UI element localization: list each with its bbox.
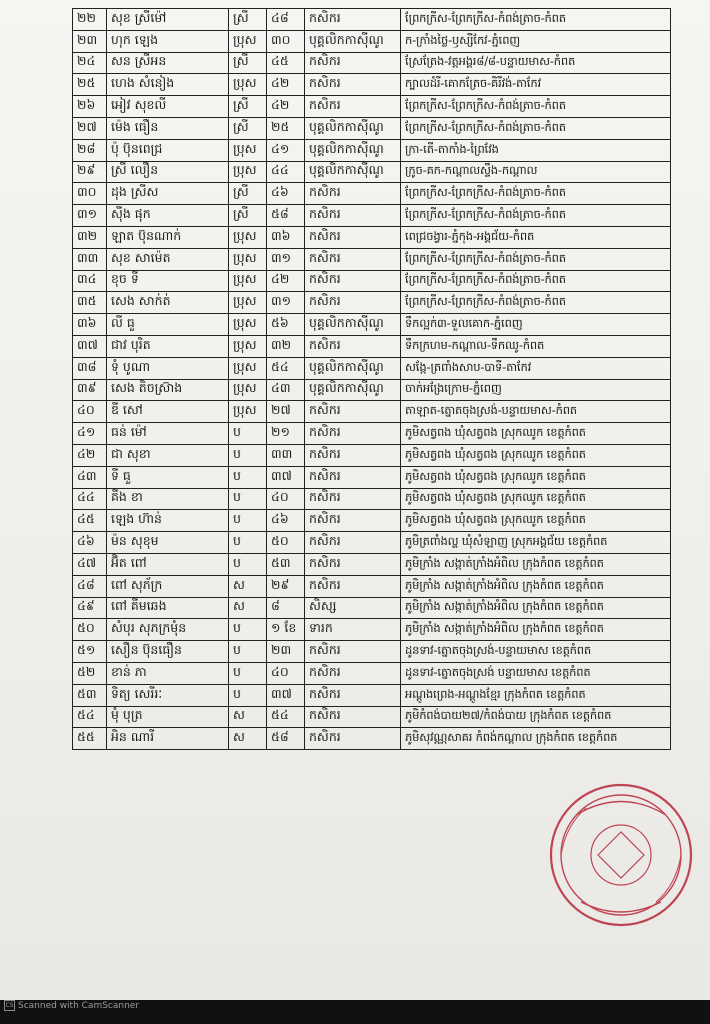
row-number-cell: ៣៤ (73, 270, 107, 292)
row-number-cell: ២៥ (73, 74, 107, 96)
occupation-cell: កសិករ (305, 510, 401, 532)
age-cell: ៣៧ (267, 466, 305, 488)
person-name-cell: សំបុរ សុភក្រមុំន (107, 619, 229, 641)
age-cell: ២៣ (267, 641, 305, 663)
age-cell: ៤៣ (267, 379, 305, 401)
address-cell: ក្រា-តើ-តាកាំង-ព្រៃវែង (401, 139, 671, 161)
address-cell: ភូមិសត្វពង ឃុំសត្វពង ស្រុកឈូក ខេត្តកំពត (401, 510, 671, 532)
occupation-cell: កសិករ (305, 74, 401, 96)
person-name-cell: ទុំ បូណា (107, 357, 229, 379)
table-row (73, 532, 671, 554)
row-number-cell: ៣៥ (73, 292, 107, 314)
age-cell: ៤៥ (267, 52, 305, 74)
table-row (73, 30, 671, 52)
occupation-cell: កសិករ (305, 96, 401, 118)
sex-cell: ប្រុស (229, 379, 267, 401)
row-number-cell: ៣៨ (73, 357, 107, 379)
row-number-cell: ២៣ (73, 30, 107, 52)
occupation-cell: កសិករ (305, 553, 401, 575)
scanner-text: Scanned with CamScanner (18, 1001, 140, 1011)
row-number-cell: ៥១ (73, 641, 107, 663)
age-cell: ៥៦ (267, 314, 305, 336)
occupation-cell: កសិករ (305, 292, 401, 314)
table-row (73, 423, 671, 445)
age-cell: ៥៣ (267, 553, 305, 575)
address-cell: ទឹកល្អក់៣-ទួលគោក-ភ្នំពេញ (401, 314, 671, 336)
age-cell: ៤០ (267, 488, 305, 510)
person-name-cell: អ៊ិត ពៅ (107, 553, 229, 575)
address-cell: ភូមិក្រាំង សង្កាត់ក្រាំងអំពិល ក្រុងកំពត ខេត្តកំពត (401, 553, 671, 575)
sex-cell: ប្រុស (229, 248, 267, 270)
person-name-cell: ជាវ បុរិត (107, 335, 229, 357)
age-cell: ១ ខែ (267, 619, 305, 641)
person-name-cell: ម៉េង ធឿន (107, 117, 229, 139)
sex-cell: ស (229, 575, 267, 597)
person-name-cell: មុំ បុត្រ (107, 706, 229, 728)
table-row (73, 575, 671, 597)
table-row (73, 117, 671, 139)
occupation-cell: បុគ្គលិកកាស៊ីណូ (305, 314, 401, 336)
occupation-cell: បុគ្គលិកកាស៊ីណូ (305, 357, 401, 379)
person-name-cell: សេង តិចស្រ៊ាង (107, 379, 229, 401)
table-row (73, 597, 671, 619)
table-row (73, 292, 671, 314)
address-cell: ក-ក្រាំងថ្លៃ-ឫស្សីកែវ-ភ្នំពេញ (401, 30, 671, 52)
table-row (73, 401, 671, 423)
occupation-cell: កសិករ (305, 684, 401, 706)
sex-cell: ប្រុស (229, 401, 267, 423)
address-cell: ភូមិសត្វពង ឃុំសត្វពង ស្រុកឈូក ខេត្តកំពត (401, 423, 671, 445)
occupation-cell: កសិករ (305, 226, 401, 248)
row-number-cell: ៤៤ (73, 488, 107, 510)
age-cell: ៤០ (267, 662, 305, 684)
sex-cell: ប្រុស (229, 270, 267, 292)
age-cell: ៥៨ (267, 205, 305, 227)
sex-cell: ប (229, 423, 267, 445)
age-cell: ៤២ (267, 270, 305, 292)
table-row (73, 641, 671, 663)
sex-cell: ប (229, 684, 267, 706)
person-name-cell: អៀវ សុខលី (107, 96, 229, 118)
person-name-cell: សេង សាក់ត់ (107, 292, 229, 314)
sex-cell: ស្រី (229, 205, 267, 227)
occupation-cell: កសិករ (305, 444, 401, 466)
table-row (73, 619, 671, 641)
age-cell: ៨ (267, 597, 305, 619)
person-name-cell: ម៉ន សុខុម (107, 532, 229, 554)
age-cell: ៣៣ (267, 444, 305, 466)
sex-cell: ស (229, 728, 267, 750)
address-cell: ស្រែត្រែង-វត្តអង្គរ៨/៨-បន្ទាយមាស-កំពត (401, 52, 671, 74)
age-cell: ៤៦ (267, 510, 305, 532)
row-number-cell: ៣០ (73, 183, 107, 205)
person-name-cell: លី ធួ (107, 314, 229, 336)
occupation-cell: កសិករ (305, 248, 401, 270)
address-cell: តាឡាត-ត្នោតចុងស្រង់-បន្ទាយមាស-កំពត (401, 401, 671, 423)
person-name-cell: ស្រី លឿន (107, 161, 229, 183)
address-cell: ភូមិក្រាំង សង្កាត់ក្រាំងអំពិល ក្រុងកំពត ខេត្តកំពត (401, 575, 671, 597)
table-row (73, 226, 671, 248)
sex-cell: ប្រុស (229, 335, 267, 357)
row-number-cell: ៣២ (73, 226, 107, 248)
row-number-cell: ៥៤ (73, 706, 107, 728)
occupation-cell: បុគ្គលិកកាស៊ីណូ (305, 379, 401, 401)
age-cell: ៤៦ (267, 183, 305, 205)
row-number-cell: ៣៦ (73, 314, 107, 336)
age-cell: ២១ (267, 423, 305, 445)
table-row (73, 357, 671, 379)
address-cell: ព្រែកក្រីស-ព្រែកក្រីស-កំពង់ត្រាច-កំពត (401, 205, 671, 227)
address-cell: ក្បាលដំរី-គោកត្រែច-គិរីវង់-តាកែវ (401, 74, 671, 96)
age-cell: ២៧ (267, 401, 305, 423)
official-seal-stamp (536, 770, 706, 940)
address-cell: ដូនទាវ-ត្នោតចុងស្រង់-បន្ទាយមាស ខេត្តកំពត (401, 641, 671, 663)
address-cell: អណ្ដូងព្រេង-អណ្ដូងខ្មែរ ក្រុងកំពត ខេត្តកំពត (401, 684, 671, 706)
row-number-cell: ២២ (73, 9, 107, 31)
age-cell: ៤៨ (267, 9, 305, 31)
sex-cell: ស្រី (229, 52, 267, 74)
person-name-cell: ពៅ គីមឆេង (107, 597, 229, 619)
row-number-cell: ២៨ (73, 139, 107, 161)
occupation-cell: បុគ្គលិកកាស៊ីណូ (305, 139, 401, 161)
address-cell: ព្រែកក្រីស-ព្រែកក្រីស-កំពង់ត្រាច-កំពត (401, 292, 671, 314)
address-cell: ព្រែកក្រីស-ព្រែកក្រីស-កំពង់ត្រាច-កំពត (401, 117, 671, 139)
table-body (73, 9, 671, 750)
sex-cell: ប (229, 466, 267, 488)
table-row (73, 379, 671, 401)
age-cell: ៥៤ (267, 706, 305, 728)
row-number-cell: ៤៣ (73, 466, 107, 488)
address-cell: ភូមិកំពង់បាយ២៧/កំពង់បាយ ក្រុងកំពត ខេត្តកំពត (401, 706, 671, 728)
sex-cell: ប (229, 553, 267, 575)
age-cell: ៥៤ (267, 357, 305, 379)
row-number-cell: ៥៣ (73, 684, 107, 706)
person-name-cell: ឌី សៅ (107, 401, 229, 423)
row-number-cell: ៣១ (73, 205, 107, 227)
address-cell: ព្រែកក្រីស-ព្រែកក្រីស-កំពង់ត្រាច-កំពត (401, 183, 671, 205)
table-row (73, 270, 671, 292)
sex-cell: ប្រុស (229, 226, 267, 248)
row-number-cell: ២៩ (73, 161, 107, 183)
table-row (73, 52, 671, 74)
table-row (73, 466, 671, 488)
occupation-cell: កសិករ (305, 641, 401, 663)
row-number-cell: ៣៣ (73, 248, 107, 270)
person-name-cell: ឡេង ហ៊ាន់ (107, 510, 229, 532)
occupation-cell: កសិករ (305, 205, 401, 227)
person-name-cell: ប៉ុ ប៊ុនពេជ្រ (107, 139, 229, 161)
occupation-cell: កសិករ (305, 575, 401, 597)
person-name-cell: សន ស្រីអន (107, 52, 229, 74)
occupation-cell: ទារក (305, 619, 401, 641)
age-cell: ៣២ (267, 335, 305, 357)
occupation-cell: បុគ្គលិកកាស៊ីណូ (305, 161, 401, 183)
table-row (73, 9, 671, 31)
victim-list-table (72, 8, 671, 750)
table-row (73, 488, 671, 510)
table-row (73, 205, 671, 227)
person-name-cell: គីង ខា (107, 488, 229, 510)
sex-cell: ប្រុស (229, 30, 267, 52)
row-number-cell: ២៧ (73, 117, 107, 139)
sex-cell: ប (229, 662, 267, 684)
age-cell: ៥០ (267, 532, 305, 554)
scanner-watermark (4, 1000, 139, 1011)
age-cell: ៣៦ (267, 226, 305, 248)
table-row (73, 728, 671, 750)
table-row (73, 96, 671, 118)
occupation-cell: កសិករ (305, 466, 401, 488)
person-name-cell: ទី ធួ (107, 466, 229, 488)
sex-cell: ប (229, 532, 267, 554)
occupation-cell: សិស្ស (305, 597, 401, 619)
row-number-cell: ២៤ (73, 52, 107, 74)
row-number-cell: ៥០ (73, 619, 107, 641)
occupation-cell: កសិករ (305, 9, 401, 31)
row-number-cell: ៤៧ (73, 553, 107, 575)
occupation-cell: កសិករ (305, 52, 401, 74)
address-cell: ភូមិសត្វពង ឃុំសត្វពង ស្រុកឈូក ខេត្តកំពត (401, 466, 671, 488)
person-name-cell: ជា សុខា (107, 444, 229, 466)
address-cell: ភូមិត្រពាំងល្ហ ឃុំសំឡាញ ស្រុកអង្គជ័យ ខេត្តកំពត (401, 532, 671, 554)
occupation-cell: កសិករ (305, 706, 401, 728)
occupation-cell: កសិករ (305, 270, 401, 292)
address-cell: ទឹកក្រហម-កណ្ដាល-ទឹកឈូ-កំពត (401, 335, 671, 357)
table-row (73, 510, 671, 532)
age-cell: ៤៤ (267, 161, 305, 183)
row-number-cell: ៣៩ (73, 379, 107, 401)
row-number-cell: ២៦ (73, 96, 107, 118)
sex-cell: ប្រុស (229, 292, 267, 314)
person-name-cell: សុខ សាម៉េត (107, 248, 229, 270)
address-cell: ភូមិសត្វពង ឃុំសត្វពង ស្រុកឈូក ខេត្តកំពត (401, 488, 671, 510)
sex-cell: ស្រី (229, 117, 267, 139)
occupation-cell: បុគ្គលិកកាស៊ីណូ (305, 117, 401, 139)
age-cell: ៤២ (267, 74, 305, 96)
table-row (73, 183, 671, 205)
row-number-cell: ៤៨ (73, 575, 107, 597)
row-number-cell: ៤៦ (73, 532, 107, 554)
address-cell: ព្រែកក្រីស-ព្រែកក្រីស-កំពង់ត្រាច-កំពត (401, 270, 671, 292)
occupation-cell: កសិករ (305, 423, 401, 445)
sex-cell: ប្រុស (229, 161, 267, 183)
occupation-cell: កសិករ (305, 662, 401, 684)
occupation-cell: បុគ្គលិកកាស៊ីណូ (305, 30, 401, 52)
address-cell: ភូមិក្រាំង សង្កាត់ក្រាំងអំពិល ក្រុងកំពត ខេត្តកំពត (401, 619, 671, 641)
address-cell: ភូមិសុវណ្ណសាគរ កំពង់កណ្ដាល ក្រុងកំពត ខេត្តកំពត (401, 728, 671, 750)
address-cell: ព្រែកក្រីស-ព្រែកក្រីស-កំពង់ត្រាច-កំពត (401, 9, 671, 31)
table-row (73, 248, 671, 270)
camscanner-logo-icon: CS (5, 1002, 14, 1009)
table-row (73, 74, 671, 96)
address-cell: ភូមិសត្វពង ឃុំសត្វពង ស្រុកឈូក ខេត្តកំពត (401, 444, 671, 466)
table-row (73, 335, 671, 357)
table-row (73, 444, 671, 466)
sex-cell: ស្រី (229, 96, 267, 118)
sex-cell: ស (229, 706, 267, 728)
occupation-cell: កសិករ (305, 728, 401, 750)
address-cell: ចាក់អង្រែក្រោម-ភ្នំពេញ (401, 379, 671, 401)
table-row (73, 706, 671, 728)
table-row (73, 553, 671, 575)
address-cell: សង្កែ-ត្រពាំងសាប-បាទី-តាកែវ (401, 357, 671, 379)
sex-cell: ប្រុស (229, 74, 267, 96)
person-name-cell: ទិត្យ សេរីរៈ (107, 684, 229, 706)
sex-cell: ប (229, 444, 267, 466)
row-number-cell: ៤៩ (73, 597, 107, 619)
row-number-cell: ៥២ (73, 662, 107, 684)
age-cell: ៣៧ (267, 684, 305, 706)
table-row (73, 314, 671, 336)
person-name-cell: សុខ ស្រីម៉ៅ (107, 9, 229, 31)
address-cell: ពេជ្រចង្វារ-ភ្នំកុង-អង្គជ័យ-កំពត (401, 226, 671, 248)
person-name-cell: សឿន ប៊ុនធឿន (107, 641, 229, 663)
sex-cell: ប្រុស (229, 357, 267, 379)
person-name-cell: ដុង ស្រីស (107, 183, 229, 205)
address-cell: ព្រែកក្រីស-ព្រែកក្រីស-កំពង់ត្រាច-កំពត (401, 96, 671, 118)
age-cell: ៤២ (267, 96, 305, 118)
sex-cell: ស្រី (229, 9, 267, 31)
row-number-cell: ៤២ (73, 444, 107, 466)
address-cell: ព្រែកក្រីស-ព្រែកក្រីស-កំពង់ត្រាច-កំពត (401, 248, 671, 270)
person-name-cell: អិន ណារី (107, 728, 229, 750)
age-cell: ៣១ (267, 292, 305, 314)
occupation-cell: កសិករ (305, 183, 401, 205)
person-name-cell: ធន់ ម៉ៅ (107, 423, 229, 445)
person-name-cell: ពៅ សុភ័ក្រ (107, 575, 229, 597)
age-cell: ៣០ (267, 30, 305, 52)
table-row (73, 139, 671, 161)
age-cell: ២៩ (267, 575, 305, 597)
age-cell: ៤១ (267, 139, 305, 161)
age-cell: ៥៨ (267, 728, 305, 750)
sex-cell: ប (229, 619, 267, 641)
sex-cell: ប (229, 510, 267, 532)
address-cell: ភូមិក្រាំង សង្កាត់ក្រាំងអំពិល ក្រុងកំពត ខេត្តកំពត (401, 597, 671, 619)
sex-cell: ប (229, 488, 267, 510)
row-number-cell: ៣៧ (73, 335, 107, 357)
occupation-cell: កសិករ (305, 401, 401, 423)
row-number-cell: ៤០ (73, 401, 107, 423)
person-name-cell: ខុច ទី (107, 270, 229, 292)
person-name-cell: ហុក ឡេង (107, 30, 229, 52)
occupation-cell: កសិករ (305, 488, 401, 510)
occupation-cell: កសិករ (305, 532, 401, 554)
age-cell: ២៥ (267, 117, 305, 139)
address-cell: ដូនទាវ-ត្នោតចុងស្រង់ បន្ទាយមាស ខេត្តកំពត (401, 662, 671, 684)
address-cell: ក្រូច-គក-កណ្ដាលស្ទឹង-កណ្ដាល (401, 161, 671, 183)
person-name-cell: ហេង សំនៀង (107, 74, 229, 96)
row-number-cell: ៤៥ (73, 510, 107, 532)
sex-cell: ស្រី (229, 183, 267, 205)
table-row (73, 684, 671, 706)
row-number-cell: ៥៥ (73, 728, 107, 750)
sex-cell: ប (229, 641, 267, 663)
row-number-cell: ៤១ (73, 423, 107, 445)
person-name-cell: ឡាត ប៊ុនណាក់ (107, 226, 229, 248)
person-name-cell: ស៊ីង ផុក (107, 205, 229, 227)
table-row (73, 662, 671, 684)
occupation-cell: កសិករ (305, 335, 401, 357)
sex-cell: ប្រុស (229, 139, 267, 161)
sex-cell: ប្រុស (229, 314, 267, 336)
table-row (73, 161, 671, 183)
person-name-cell: ខាន់ ភា (107, 662, 229, 684)
sex-cell: ស (229, 597, 267, 619)
age-cell: ៣១ (267, 248, 305, 270)
